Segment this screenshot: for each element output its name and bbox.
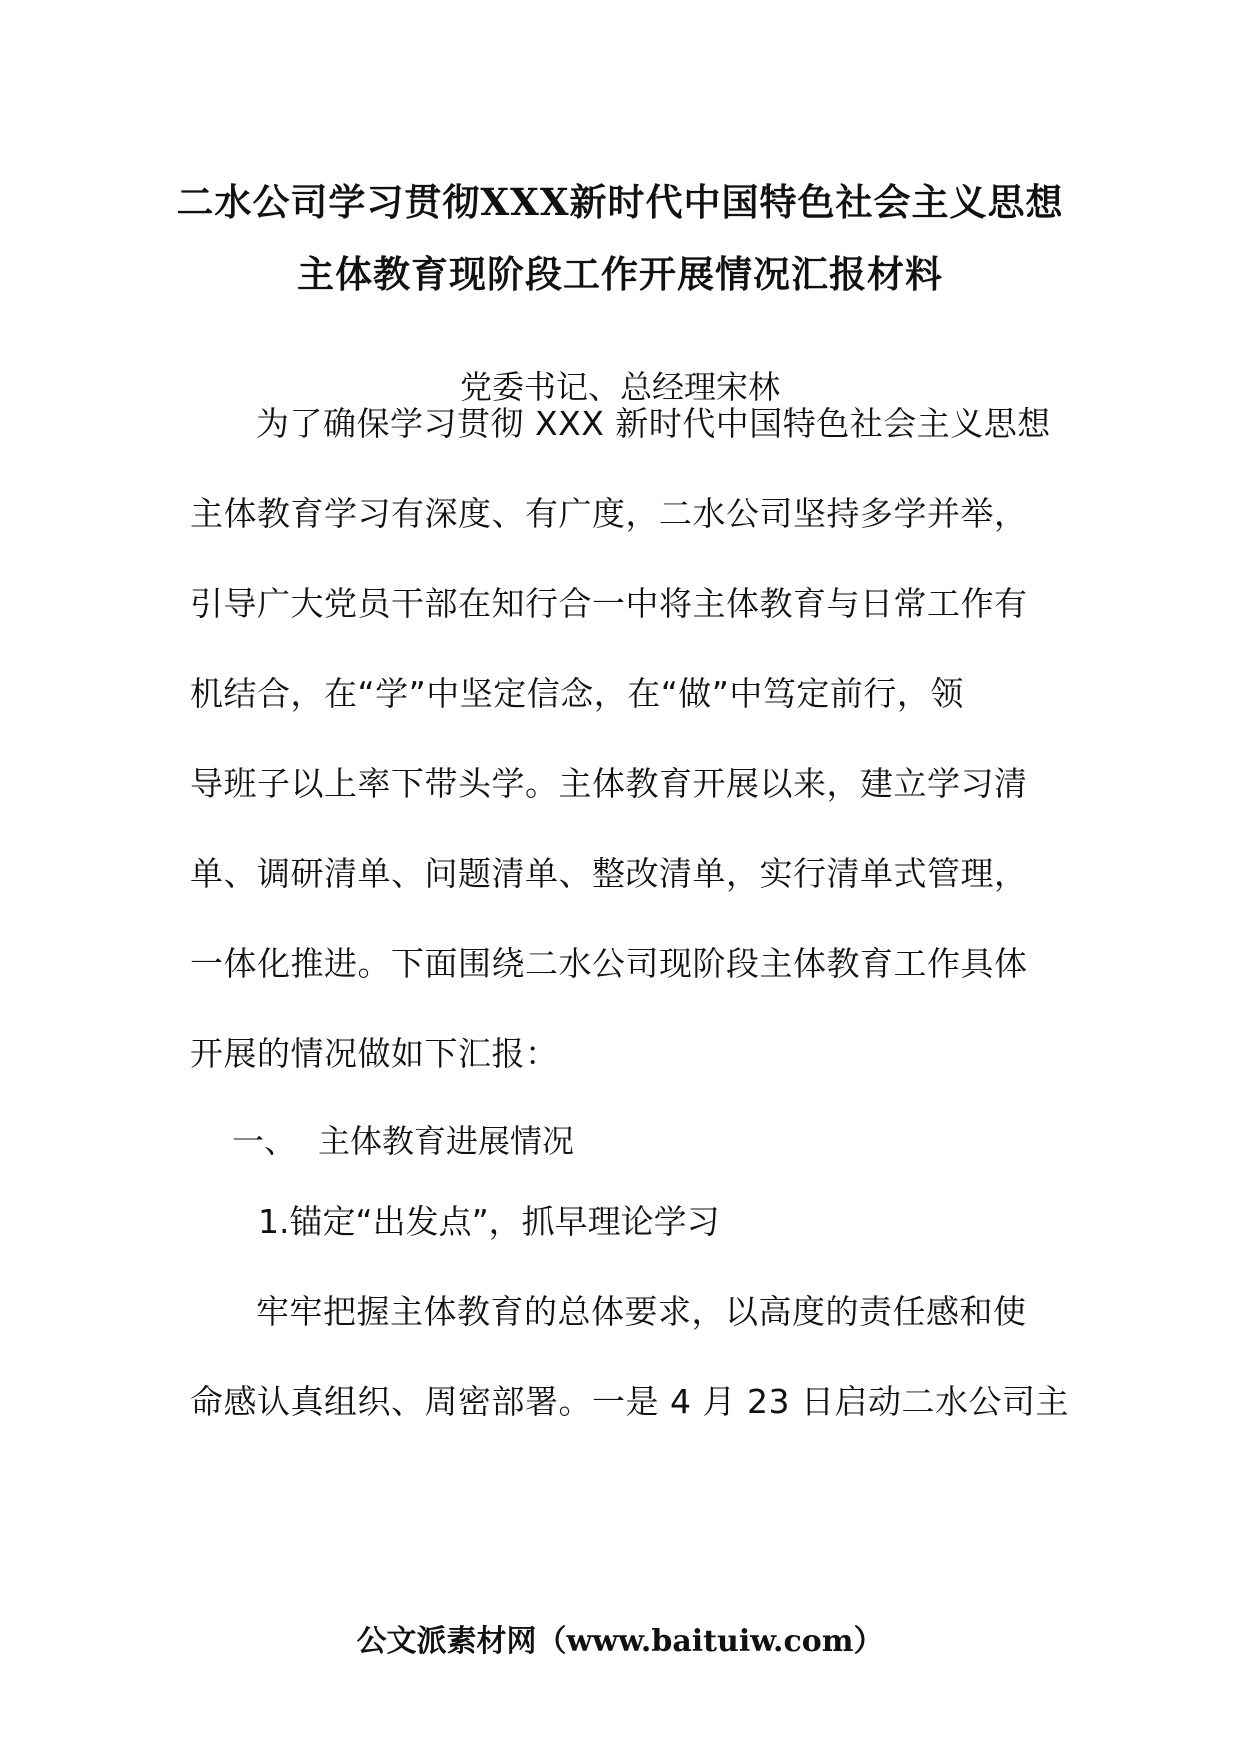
paragraph-line: 为了确保学习贯彻 XXX 新时代中国特色社会主义思想: [256, 404, 1051, 443]
paragraph-line: 单、调研清单、问题清单、整改清单，实行清单式管理，: [190, 854, 1028, 893]
footer-watermark: 公文派素材网（www.baituiw.com）: [356, 1624, 884, 1659]
paragraph-line: 导班子以上率下带头学。主体教育开展以来，建立学习清: [190, 764, 1028, 803]
document-title-line-1: 二水公司学习贯彻XXX新时代中国特色社会主义思想: [176, 180, 1064, 224]
paragraph-line: 牢牢把握主体教育的总体要求，以高度的责任感和使: [256, 1292, 1027, 1331]
paragraph-line: 命感认真组织、周密部署。一是 4 月 23 日启动二水公司主: [190, 1382, 1069, 1421]
document-title-line-2: 主体教育现阶段工作开展情况汇报材料: [297, 252, 943, 296]
paragraph-line: 开展的情况做如下汇报：: [190, 1034, 559, 1073]
section-number: 一、: [232, 1122, 297, 1160]
paragraph-line: 主体教育学习有深度、有广度，二水公司坚持多学并举，: [190, 494, 1028, 533]
subsection-heading: 1.锚定“出发点”，抓早理论学习: [258, 1202, 720, 1241]
section-heading: 主体教育进展情况: [318, 1122, 575, 1160]
paragraph-line: 一体化推进。下面围绕二水公司现阶段主体教育工作具体: [190, 944, 1028, 983]
paragraph-line: 引导广大党员干部在知行合一中将主体教育与日常工作有: [190, 584, 1028, 623]
paragraph-line: 机结合，在“学”中坚定信念，在“做”中笃定前行，领: [190, 674, 964, 713]
author-line: 党委书记、总经理宋林: [459, 368, 780, 406]
